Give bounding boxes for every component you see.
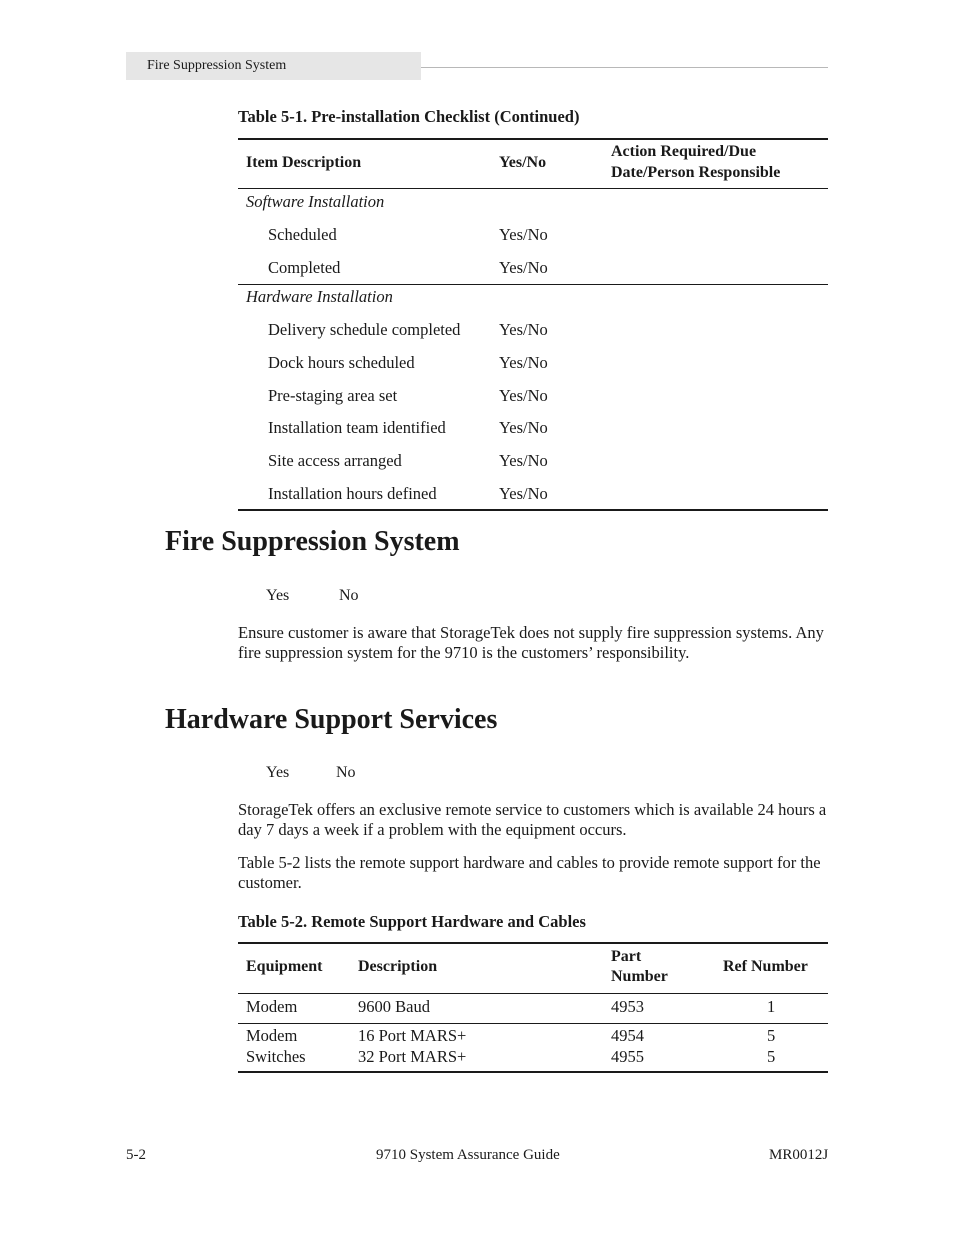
table2-cell-equipment: Modem (246, 1026, 298, 1045)
table2-cell-ref: 5 (767, 1026, 776, 1045)
table2-cell-description: 9600 Baud (358, 997, 430, 1016)
table1-row-item: Installation hours defined (268, 484, 437, 503)
table1-header-rule (238, 188, 828, 189)
table1-header-item: Item Description (246, 154, 362, 171)
fire-yes-option: Yes (266, 587, 290, 604)
footer-page-number: 5-2 (126, 1147, 146, 1163)
table2-cell-part: 4955 (611, 1047, 644, 1066)
table1-row-item: Completed (268, 258, 341, 277)
table1-bottom-rule (238, 509, 828, 511)
table2-header-number: Number (611, 968, 668, 985)
table2-cell-part: 4954 (611, 1026, 644, 1045)
table2-cell-part: 4953 (611, 997, 644, 1016)
table1-row-yesno: Yes/No (499, 258, 548, 277)
table2-caption: Table 5-2. Remote Support Hardware and Cables (238, 912, 586, 931)
table1-section-title: Software Installation (246, 192, 385, 211)
table2-cell-equipment: Switches (246, 1047, 306, 1066)
hardware-paragraph-1: StorageTek offers an exclusive remote service to customers which is available 24 hours a day 7 days a week if a problem with the equipment occurs. (238, 800, 827, 839)
table1-header-action: Action Required/Due (611, 143, 757, 160)
table1-row-yesno: Yes/No (499, 353, 548, 372)
footer-doc-id: MR0012J (769, 1147, 829, 1163)
table1-row-item: Site access arranged (268, 451, 402, 470)
table2-header-part: Part (611, 948, 642, 965)
fire-paragraph: Ensure customer is aware that StorageTek does not supply fire suppression systems. Any fire suppression system for the 9710 is the customers’ responsibility. (238, 623, 824, 662)
table1-row-yesno: Yes/No (499, 320, 548, 339)
table1-row-item: Scheduled (268, 225, 337, 244)
table1-row-yesno: Yes/No (499, 484, 548, 503)
table2-header-ref: Ref Number (723, 958, 808, 975)
table1-header-responsible: Date/Person Responsible (611, 164, 781, 181)
header-rule (421, 67, 828, 68)
hardware-support-heading: Hardware Support Services (165, 704, 498, 735)
table2-cell-ref: 5 (767, 1047, 776, 1066)
table2-cell-description: 16 Port MARS+ (358, 1026, 467, 1045)
table2-top-rule (238, 942, 828, 944)
fire-no-option: No (339, 587, 359, 604)
table1-header-yesno: Yes/No (499, 154, 547, 171)
table1-top-rule (238, 138, 828, 140)
table2-header-description: Description (358, 958, 438, 975)
table2-cell-ref: 1 (767, 997, 776, 1016)
table2-cell-description: 32 Port MARS+ (358, 1047, 467, 1066)
table1-section-title: Hardware Installation (246, 287, 393, 306)
hardware-yes-option: Yes (266, 764, 290, 781)
table1-row-item: Dock hours scheduled (268, 353, 415, 372)
fire-suppression-heading: Fire Suppression System (165, 526, 460, 557)
table1-row-item: Delivery schedule completed (268, 320, 461, 339)
footer-title: 9710 System Assurance Guide (376, 1147, 560, 1163)
hardware-paragraph-2: Table 5-2 lists the remote support hardware and cables to provide remote support for the customer. (238, 853, 821, 892)
running-header: Fire Suppression System (147, 58, 287, 73)
table2-bottom-rule (238, 1071, 828, 1073)
table2-row-rule (238, 1023, 828, 1024)
hardware-no-option: No (336, 764, 356, 781)
table1-row-item: Installation team identified (268, 418, 446, 437)
table2-cell-equipment: Modem (246, 997, 298, 1016)
table2-header-rule (238, 993, 828, 994)
table1-section-rule (238, 284, 828, 285)
table1-row-yesno: Yes/No (499, 386, 548, 405)
table1-row-yesno: Yes/No (499, 451, 548, 470)
table2-header-equipment: Equipment (246, 958, 323, 975)
table1-caption: Table 5-1. Pre-installation Checklist (Continued) (238, 107, 580, 126)
table1-row-item: Pre-staging area set (268, 386, 398, 405)
table1-row-yesno: Yes/No (499, 225, 548, 244)
table1-row-yesno: Yes/No (499, 418, 548, 437)
